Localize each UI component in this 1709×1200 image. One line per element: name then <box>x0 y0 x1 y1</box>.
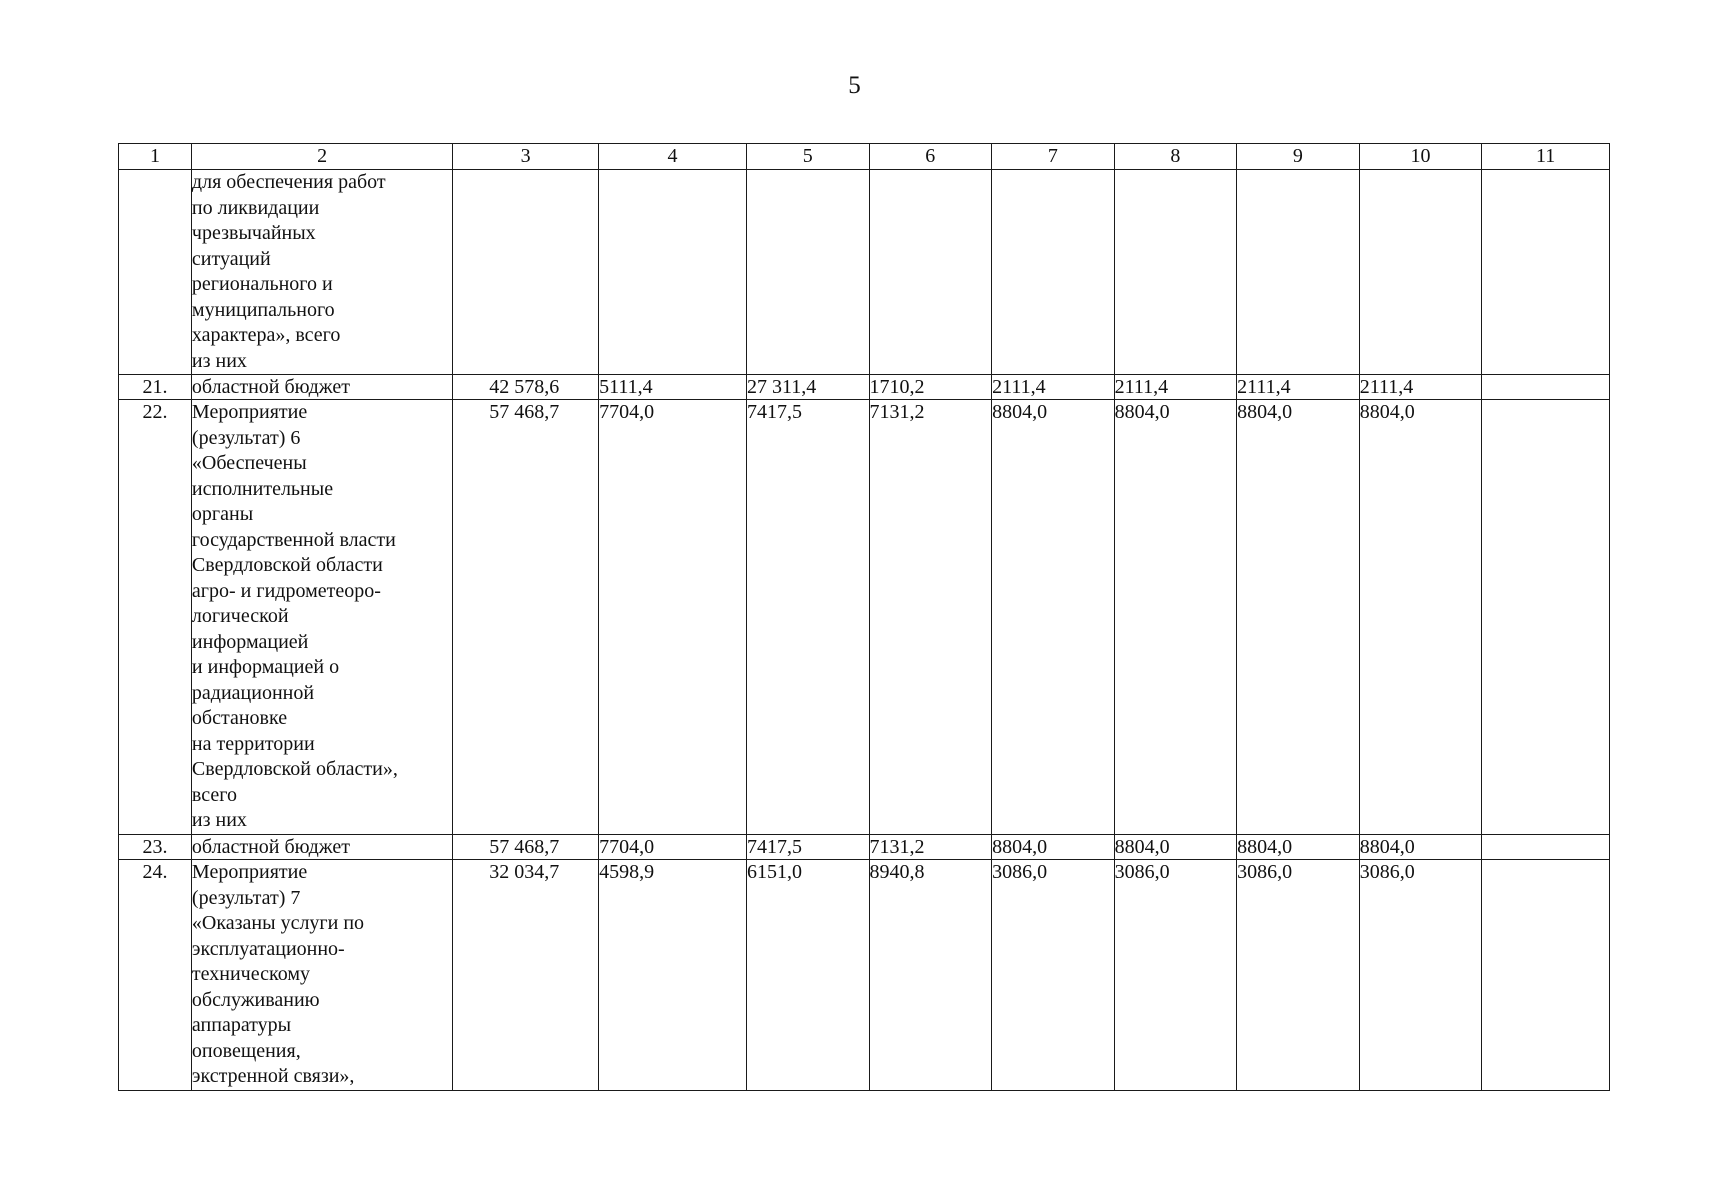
row-description-cell <box>191 170 452 375</box>
column-header-1: 1 <box>119 144 192 170</box>
description-line: Мероприятие <box>191 401 308 423</box>
value-cell-col-7: 8804,0 <box>992 400 1115 835</box>
value-cell-col-4: 4598,9 <box>599 860 747 1091</box>
description-line: логической <box>191 605 289 627</box>
row-number-cell: 21. <box>119 375 192 400</box>
value-cell-col-3: 57 468,7 <box>453 400 599 835</box>
value-cell-col-6: 8940,8 <box>869 860 992 1091</box>
value-cell-col-9: 8804,0 <box>1237 835 1360 860</box>
description-line: информацией <box>191 630 309 653</box>
value-cell-col-10: 3086,0 <box>1359 860 1482 1091</box>
description-line: радиационной <box>191 681 315 704</box>
column-header-11: 11 <box>1482 144 1610 170</box>
value-cell-col-8: 3086,0 <box>1114 860 1237 1091</box>
value-cell-col-9: 2111,4 <box>1237 375 1360 400</box>
description-line: государственной власти <box>191 528 396 551</box>
description-line: по ликвидации <box>191 196 320 219</box>
value-cell-col-8: 8804,0 <box>1114 400 1237 835</box>
description-line: Свердловской области», <box>191 758 398 780</box>
description-line: и информацией о <box>191 656 340 678</box>
description-line: характера», всего <box>191 324 341 346</box>
description-line: аппаратуры <box>191 1014 292 1036</box>
value-cell-col-11 <box>1482 400 1610 835</box>
value-cell-col-5: 7417,5 <box>746 400 869 835</box>
description-line: органы <box>191 503 254 525</box>
description-line: эксплуатационно- <box>191 937 345 960</box>
value-cell-col-6: 1710,2 <box>869 375 992 400</box>
value-cell-col-4: 7704,0 <box>599 400 747 835</box>
value-cell-col-7: 2111,4 <box>992 375 1115 400</box>
table-row <box>119 835 1610 860</box>
description-line: оповещения, <box>191 1039 301 1062</box>
column-header-5: 5 <box>746 144 869 170</box>
row-description-cell <box>191 400 452 835</box>
value-cell-col-11 <box>1482 170 1610 375</box>
value-cell-col-9: 8804,0 <box>1237 400 1360 835</box>
value-cell-col-3: 42 578,6 <box>453 375 599 400</box>
column-header-2: 2 <box>191 144 452 170</box>
description-line: областной бюджет <box>191 376 350 398</box>
column-header-3: 3 <box>453 144 599 170</box>
row-description-cell <box>191 860 452 1091</box>
row-number-cell: 22. <box>119 400 192 835</box>
value-cell-col-5: 27 311,4 <box>746 375 869 400</box>
table-row <box>119 400 1610 835</box>
value-cell-col-3 <box>453 170 599 375</box>
value-cell-col-6 <box>869 170 992 375</box>
description-line: экстренной связи», <box>191 1065 355 1087</box>
value-cell-col-11 <box>1482 860 1610 1091</box>
table-row <box>119 860 1610 1091</box>
column-header-7: 7 <box>992 144 1115 170</box>
description-line: агро- и гидрометеоро- <box>191 579 381 602</box>
table-body <box>119 170 1610 1091</box>
table-row <box>119 170 1610 375</box>
description-line: ситуаций <box>191 247 271 270</box>
value-cell-col-7 <box>992 170 1115 375</box>
value-cell-col-4 <box>599 170 747 375</box>
column-header-9: 9 <box>1237 144 1360 170</box>
value-cell-col-4: 5111,4 <box>599 375 747 400</box>
description-line: из них <box>191 349 247 372</box>
description-line: всего <box>191 783 237 806</box>
description-line: из них <box>191 809 247 831</box>
column-number-header-row <box>119 144 1610 170</box>
value-cell-col-10: 2111,4 <box>1359 375 1482 400</box>
description-line: обслуживанию <box>191 988 320 1011</box>
description-line: исполнительные <box>191 477 334 500</box>
value-cell-col-9 <box>1237 170 1360 375</box>
column-header-8: 8 <box>1114 144 1237 170</box>
value-cell-col-3: 32 034,7 <box>453 860 599 1091</box>
description-line: муниципального <box>191 298 335 321</box>
value-cell-col-11 <box>1482 375 1610 400</box>
row-number-cell <box>119 170 192 375</box>
description-line: «Обеспечены <box>191 452 307 474</box>
description-line: «Оказаны услуги по <box>191 912 365 934</box>
description-line: Свердловской области <box>191 554 383 576</box>
value-cell-col-7: 3086,0 <box>992 860 1115 1091</box>
budget-table <box>118 143 1610 1091</box>
row-number-cell: 23. <box>119 835 192 860</box>
row-description-cell <box>191 835 452 860</box>
description-line: регионального и <box>191 273 333 295</box>
column-header-4: 4 <box>599 144 747 170</box>
description-line: для обеспечения работ <box>191 171 386 193</box>
value-cell-col-5: 6151,0 <box>746 860 869 1091</box>
column-header-6: 6 <box>869 144 992 170</box>
value-cell-col-10: 8804,0 <box>1359 400 1482 835</box>
description-line: обстановке <box>191 707 288 729</box>
page-number: 5 <box>848 72 861 99</box>
value-cell-col-4: 7704,0 <box>599 835 747 860</box>
description-line: чрезвычайных <box>191 222 316 244</box>
value-cell-col-5: 7417,5 <box>746 835 869 860</box>
value-cell-col-11 <box>1482 835 1610 860</box>
description-line: на территории <box>191 732 315 755</box>
value-cell-col-10: 8804,0 <box>1359 835 1482 860</box>
column-header-10: 10 <box>1359 144 1482 170</box>
value-cell-col-8: 2111,4 <box>1114 375 1237 400</box>
description-line: областной бюджет <box>191 836 350 858</box>
description-line: (результат) 6 <box>191 426 301 449</box>
value-cell-col-8: 8804,0 <box>1114 835 1237 860</box>
value-cell-col-8 <box>1114 170 1237 375</box>
value-cell-col-9: 3086,0 <box>1237 860 1360 1091</box>
value-cell-col-7: 8804,0 <box>992 835 1115 860</box>
row-description-cell <box>191 375 452 400</box>
table-row <box>119 375 1610 400</box>
description-line: Мероприятие <box>191 861 308 883</box>
value-cell-col-3: 57 468,7 <box>453 835 599 860</box>
row-number-cell: 24. <box>119 860 192 1091</box>
description-line: техническому <box>191 963 310 985</box>
value-cell-col-5 <box>746 170 869 375</box>
value-cell-col-10 <box>1359 170 1482 375</box>
value-cell-col-6: 7131,2 <box>869 400 992 835</box>
value-cell-col-6: 7131,2 <box>869 835 992 860</box>
description-line: (результат) 7 <box>191 886 301 909</box>
